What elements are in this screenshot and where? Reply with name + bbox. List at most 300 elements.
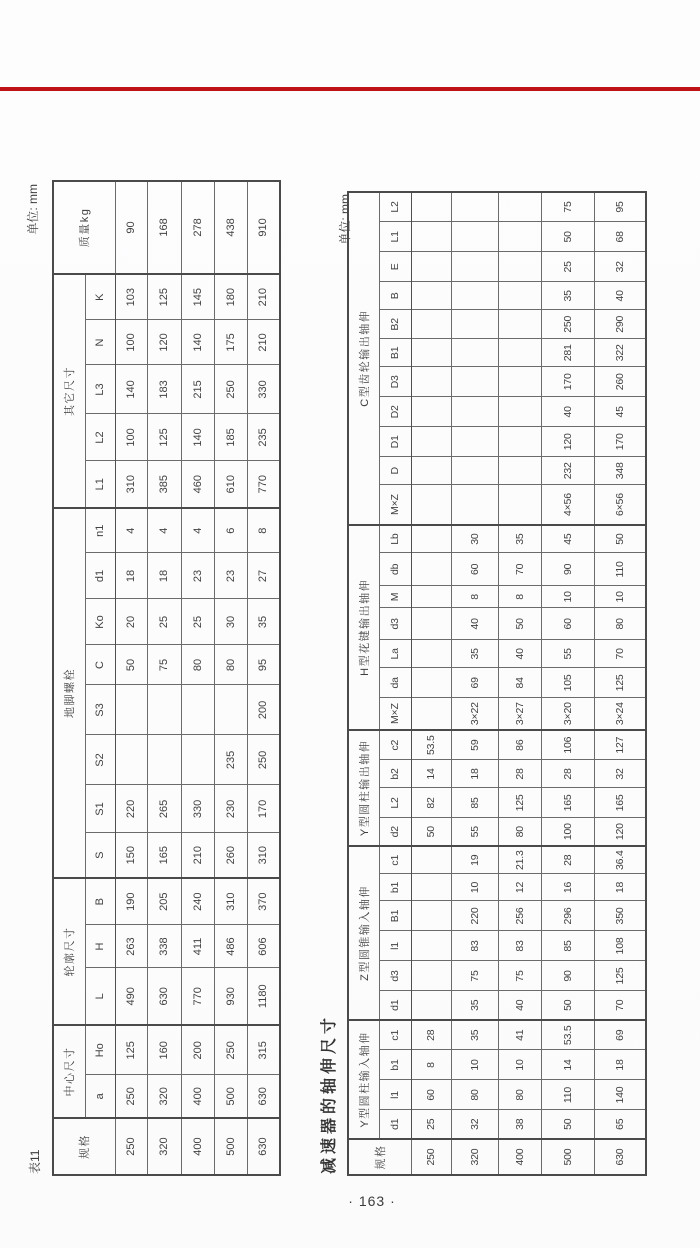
table-cell: 30 (214, 599, 247, 645)
table-cell: 19 (451, 846, 498, 874)
table-cell (115, 685, 147, 735)
table-cell: 103 (115, 274, 147, 320)
table-cell: 25 (147, 599, 181, 645)
table-cell: 25 (181, 599, 214, 645)
table-cell: 500 (214, 1075, 247, 1118)
table-cell: 25 (411, 1110, 451, 1139)
table-cell: 165 (541, 788, 594, 818)
table-cell: 630 (247, 1075, 280, 1118)
table-cell: 4 (147, 508, 181, 553)
column-header: d1 (85, 553, 115, 599)
table-cell: 6×56 (594, 485, 646, 525)
table1-unit-label: 单位: mm (26, 184, 40, 235)
table-cell: 310 (214, 878, 247, 925)
table-cell: 80 (498, 818, 541, 846)
table-cell: 460 (181, 461, 214, 508)
row-header: 500 (214, 1118, 247, 1175)
table-cell: 310 (115, 461, 147, 508)
table-row (214, 181, 247, 1175)
table-cell: 35 (451, 640, 498, 668)
table-cell: 140 (594, 1080, 646, 1110)
column-header: S (85, 833, 115, 878)
table-cell: 110 (541, 1080, 594, 1110)
column-group-header: H型花键输出轴伸 (348, 525, 379, 730)
table-cell: 14 (411, 760, 451, 788)
column-header: D3 (379, 367, 411, 397)
table-cell: 83 (451, 931, 498, 961)
column-header: S3 (85, 685, 115, 735)
table-cell: 25 (541, 252, 594, 282)
column-group-header: Z型圆锥输入轴伸 (348, 846, 379, 1020)
table-cell: 50 (541, 222, 594, 252)
table-cell (411, 525, 451, 553)
table-cell: 160 (147, 1025, 181, 1075)
column-header: L1 (379, 222, 411, 252)
table-cell: 120 (147, 320, 181, 365)
column-group-header: Y型圆柱输出轴伸 (348, 730, 379, 846)
column-header: b1 (379, 874, 411, 901)
column-header: d1 (379, 991, 411, 1020)
table-cell: 150 (115, 833, 147, 878)
column-header: B1 (379, 339, 411, 367)
table-cell: 10 (541, 586, 594, 608)
table-cell: 125 (594, 961, 646, 991)
table-cell (147, 735, 181, 785)
table-cell: 610 (214, 461, 247, 508)
table-cell: 75 (451, 961, 498, 991)
table-cell (498, 367, 541, 397)
table-cell: 263 (115, 925, 147, 968)
column-header: n1 (85, 508, 115, 553)
column-header: K (85, 274, 115, 320)
column-header: B (85, 878, 115, 925)
table-cell: 125 (115, 1025, 147, 1075)
table-cell: 85 (541, 931, 594, 961)
table-cell: 23 (181, 553, 214, 599)
table-cell: 215 (181, 365, 214, 414)
table-cell (451, 192, 498, 222)
table-cell: 23 (214, 553, 247, 599)
table-cell: 910 (247, 181, 280, 274)
column-header: d3 (379, 608, 411, 640)
table-cell (498, 339, 541, 367)
column-header: 规格 (348, 1139, 411, 1175)
table-cell: 50 (594, 525, 646, 553)
table-cell: 50 (541, 991, 594, 1020)
column-group-header: 其它尺寸 (53, 274, 85, 508)
column-group-header: 地脚螺栓 (53, 508, 85, 878)
table-row (411, 192, 451, 1175)
table-cell (147, 685, 181, 735)
table-cell: 205 (147, 878, 181, 925)
table-cell (411, 901, 451, 931)
table-cell: 28 (541, 760, 594, 788)
table-cell: 55 (541, 640, 594, 668)
table-cell: 200 (181, 1025, 214, 1075)
table-cell: 438 (214, 181, 247, 274)
row-header: 630 (247, 1118, 280, 1175)
column-header: M×Z (379, 485, 411, 525)
table-cell: 220 (451, 901, 498, 931)
table-cell (451, 339, 498, 367)
table-cell: 400 (181, 1075, 214, 1118)
table-cell: 183 (147, 365, 181, 414)
table-cell: 82 (411, 788, 451, 818)
table-cell: 50 (541, 1110, 594, 1139)
table-cell: 95 (594, 192, 646, 222)
column-header: B (379, 282, 411, 310)
table-cell (451, 367, 498, 397)
table-cell: 278 (181, 181, 214, 274)
column-header: E (379, 252, 411, 282)
table-cell: 18 (451, 760, 498, 788)
column-header: N (85, 320, 115, 365)
table-cell: 490 (115, 968, 147, 1025)
table-cell: 10 (451, 874, 498, 901)
table-cell: 250 (247, 735, 280, 785)
table-cell: 930 (214, 968, 247, 1025)
table-row (451, 192, 498, 1175)
column-header: L2 (85, 414, 115, 461)
column-header: b1 (379, 1050, 411, 1080)
table-cell: 185 (214, 414, 247, 461)
table-cell: 220 (115, 785, 147, 833)
table-cell (498, 252, 541, 282)
table-cell: 18 (594, 874, 646, 901)
column-header: Ho (85, 1025, 115, 1075)
table-cell: 411 (181, 925, 214, 968)
table-cell: 170 (594, 427, 646, 457)
column-header: l1 (379, 931, 411, 961)
shaft-extension-table (347, 191, 647, 1176)
table-cell: 80 (214, 645, 247, 685)
table-cell: 35 (451, 991, 498, 1020)
table-cell: 315 (247, 1025, 280, 1075)
table-row (541, 192, 594, 1175)
column-header: M×Z (379, 698, 411, 730)
table-cell: 4 (181, 508, 214, 553)
row-header: 320 (451, 1139, 498, 1175)
table-cell (498, 222, 541, 252)
table-cell (451, 222, 498, 252)
table-cell (411, 640, 451, 668)
table-cell: 265 (147, 785, 181, 833)
table-cell: 40 (498, 640, 541, 668)
table-cell (451, 397, 498, 427)
table-cell: 125 (147, 414, 181, 461)
table-cell (411, 553, 451, 586)
table-cell: 106 (541, 730, 594, 760)
table-cell (498, 192, 541, 222)
table-cell: 3×20 (541, 698, 594, 730)
table-cell: 38 (498, 1110, 541, 1139)
column-header: b2 (379, 760, 411, 788)
table-cell: 75 (541, 192, 594, 222)
table-cell: 10 (451, 1050, 498, 1080)
table-cell: 60 (411, 1080, 451, 1110)
table-cell (498, 427, 541, 457)
table2-unit-label: 单位: mm (338, 194, 352, 245)
table-cell (411, 457, 451, 485)
table-row (147, 181, 181, 1175)
table-cell: 385 (147, 461, 181, 508)
table-cell: 232 (541, 457, 594, 485)
table-cell (498, 282, 541, 310)
table-cell: 90 (541, 961, 594, 991)
table-cell: 168 (147, 181, 181, 274)
table-cell: 125 (147, 274, 181, 320)
column-header: D (379, 457, 411, 485)
table-cell: 95 (247, 645, 280, 685)
table-cell: 60 (451, 553, 498, 586)
table-cell (411, 586, 451, 608)
table-cell: 140 (181, 320, 214, 365)
table-cell: 36.4 (594, 846, 646, 874)
column-header: B2 (379, 310, 411, 339)
column-header: La (379, 640, 411, 668)
table-cell: 8 (247, 508, 280, 553)
table-cell: 8 (411, 1050, 451, 1080)
table-cell: 21.3 (498, 846, 541, 874)
table-cell: 250 (541, 310, 594, 339)
table-cell: 330 (247, 365, 280, 414)
table-cell (411, 427, 451, 457)
table-cell: 69 (594, 1020, 646, 1050)
table-cell: 230 (214, 785, 247, 833)
table-cell: 53.5 (411, 730, 451, 760)
table-cell (411, 874, 451, 901)
table-cell: 125 (594, 668, 646, 698)
table-cell (411, 339, 451, 367)
table-cell (411, 485, 451, 525)
column-header: H (85, 925, 115, 968)
table-cell: 10 (594, 586, 646, 608)
table-cell: 12 (498, 874, 541, 901)
row-header: 250 (115, 1118, 147, 1175)
table-cell: 59 (451, 730, 498, 760)
table-cell: 105 (541, 668, 594, 698)
column-header: L (85, 968, 115, 1025)
table-cell: 65 (594, 1110, 646, 1139)
table-cell (411, 367, 451, 397)
table-cell: 6 (214, 508, 247, 553)
table-cell: 16 (541, 874, 594, 901)
table-cell: 32 (451, 1110, 498, 1139)
table1-caption: 表11 (28, 1149, 42, 1174)
table-cell: 250 (115, 1075, 147, 1118)
table-cell: 18 (594, 1050, 646, 1080)
column-header: c1 (379, 846, 411, 874)
table-cell (451, 252, 498, 282)
table-cell: 235 (247, 414, 280, 461)
table-cell: 260 (594, 367, 646, 397)
table-cell: 84 (498, 668, 541, 698)
column-header: da (379, 668, 411, 698)
table-cell: 70 (594, 640, 646, 668)
table-cell: 69 (451, 668, 498, 698)
table-cell: 45 (541, 525, 594, 553)
table-cell: 40 (594, 282, 646, 310)
table-cell: 68 (594, 222, 646, 252)
table-cell: 240 (181, 878, 214, 925)
row-header: 400 (181, 1118, 214, 1175)
table-cell: 370 (247, 878, 280, 925)
table-cell: 210 (181, 833, 214, 878)
column-header: S1 (85, 785, 115, 833)
table-cell (498, 310, 541, 339)
table-cell: 338 (147, 925, 181, 968)
table-cell: 250 (214, 1025, 247, 1075)
column-header: L3 (85, 365, 115, 414)
column-group-header: C型齿轮输出轴伸 (348, 192, 379, 525)
table-cell: 125 (498, 788, 541, 818)
table-cell: 260 (214, 833, 247, 878)
table-cell: 281 (541, 339, 594, 367)
row-header: 400 (498, 1139, 541, 1175)
table-cell: 180 (214, 274, 247, 320)
table-cell (214, 685, 247, 735)
table-cell: 200 (247, 685, 280, 735)
column-header: l1 (379, 1080, 411, 1110)
table-cell: 32 (594, 252, 646, 282)
table-11 (52, 180, 281, 1176)
table-cell: 330 (181, 785, 214, 833)
table-cell: 75 (498, 961, 541, 991)
table-cell: 120 (594, 818, 646, 846)
column-group-header: 中心尺寸 (53, 1025, 85, 1118)
table-cell: 770 (181, 968, 214, 1025)
table-cell: 108 (594, 931, 646, 961)
table-cell (181, 685, 214, 735)
table-cell: 85 (451, 788, 498, 818)
table-cell: 50 (498, 608, 541, 640)
table-cell: 35 (247, 599, 280, 645)
column-header: d2 (379, 818, 411, 846)
row-header: 320 (147, 1118, 181, 1175)
column-header: C (85, 645, 115, 685)
table-row (247, 181, 280, 1175)
table-cell: 4×56 (541, 485, 594, 525)
table-cell (451, 485, 498, 525)
table-cell: 320 (147, 1075, 181, 1118)
column-header: a (85, 1075, 115, 1118)
table-cell: 210 (247, 274, 280, 320)
table-cell: 18 (115, 553, 147, 599)
column-group-header: Y型圆柱输入轴伸 (348, 1020, 379, 1139)
table-cell: 27 (247, 553, 280, 599)
table-cell: 80 (498, 1080, 541, 1110)
table-cell: 310 (247, 833, 280, 878)
table-cell: 1180 (247, 968, 280, 1025)
table-cell: 4 (115, 508, 147, 553)
table-cell: 348 (594, 457, 646, 485)
table-cell (411, 282, 451, 310)
table-cell: 606 (247, 925, 280, 968)
table-cell: 40 (498, 991, 541, 1020)
column-header: d1 (379, 1110, 411, 1139)
column-header: L2 (379, 788, 411, 818)
column-header: 规格 (53, 1118, 115, 1175)
table-cell: 8 (451, 586, 498, 608)
row-header: 500 (541, 1139, 594, 1175)
table-cell: 28 (498, 760, 541, 788)
table-cell (411, 668, 451, 698)
table-row (115, 181, 147, 1175)
table-cell: 145 (181, 274, 214, 320)
table-cell: 60 (541, 608, 594, 640)
table-cell: 256 (498, 901, 541, 931)
table-cell: 50 (411, 818, 451, 846)
table-cell: 165 (594, 788, 646, 818)
table-row (498, 192, 541, 1175)
column-header: c2 (379, 730, 411, 760)
table-cell: 290 (594, 310, 646, 339)
table-cell: 35 (498, 525, 541, 553)
table-cell (498, 397, 541, 427)
table-cell (181, 735, 214, 785)
row-header: 250 (411, 1139, 451, 1175)
column-header: D1 (379, 427, 411, 457)
table-cell: 3×24 (594, 698, 646, 730)
table-cell: 770 (247, 461, 280, 508)
table-cell (411, 310, 451, 339)
table-cell: 40 (541, 397, 594, 427)
table-cell: 127 (594, 730, 646, 760)
table-cell: 70 (594, 991, 646, 1020)
column-header: L1 (85, 461, 115, 508)
table-cell: 18 (147, 553, 181, 599)
table-cell: 8 (498, 586, 541, 608)
table-cell: 100 (541, 818, 594, 846)
table-cell: 235 (214, 735, 247, 785)
column-group-header: 轮廓尺寸 (53, 878, 85, 1025)
table-cell: 32 (594, 760, 646, 788)
table-cell: 20 (115, 599, 147, 645)
table-cell: 210 (247, 320, 280, 365)
table-cell: 70 (498, 553, 541, 586)
table-cell: 170 (541, 367, 594, 397)
table-cell (451, 457, 498, 485)
table-cell: 14 (541, 1050, 594, 1080)
table-cell (498, 485, 541, 525)
table-cell (451, 282, 498, 310)
table-row (181, 181, 214, 1175)
table-cell (411, 397, 451, 427)
table-cell: 28 (541, 846, 594, 874)
table-cell: 35 (541, 282, 594, 310)
table-cell: 140 (181, 414, 214, 461)
table-cell: 53.5 (541, 1020, 594, 1050)
table-cell (411, 931, 451, 961)
table-cell: 486 (214, 925, 247, 968)
table-cell: 110 (594, 553, 646, 586)
table-cell: 165 (147, 833, 181, 878)
table-cell: 170 (247, 785, 280, 833)
table-cell: 90 (115, 181, 147, 274)
table-cell: 120 (541, 427, 594, 457)
table-cell: 10 (498, 1050, 541, 1080)
table-cell (115, 735, 147, 785)
table-cell (411, 846, 451, 874)
column-header: S2 (85, 735, 115, 785)
table-cell: 175 (214, 320, 247, 365)
table-row (594, 192, 646, 1175)
table-cell: 45 (594, 397, 646, 427)
table-cell: 86 (498, 730, 541, 760)
table-cell: 350 (594, 901, 646, 931)
table-cell: 41 (498, 1020, 541, 1050)
column-header: D2 (379, 397, 411, 427)
